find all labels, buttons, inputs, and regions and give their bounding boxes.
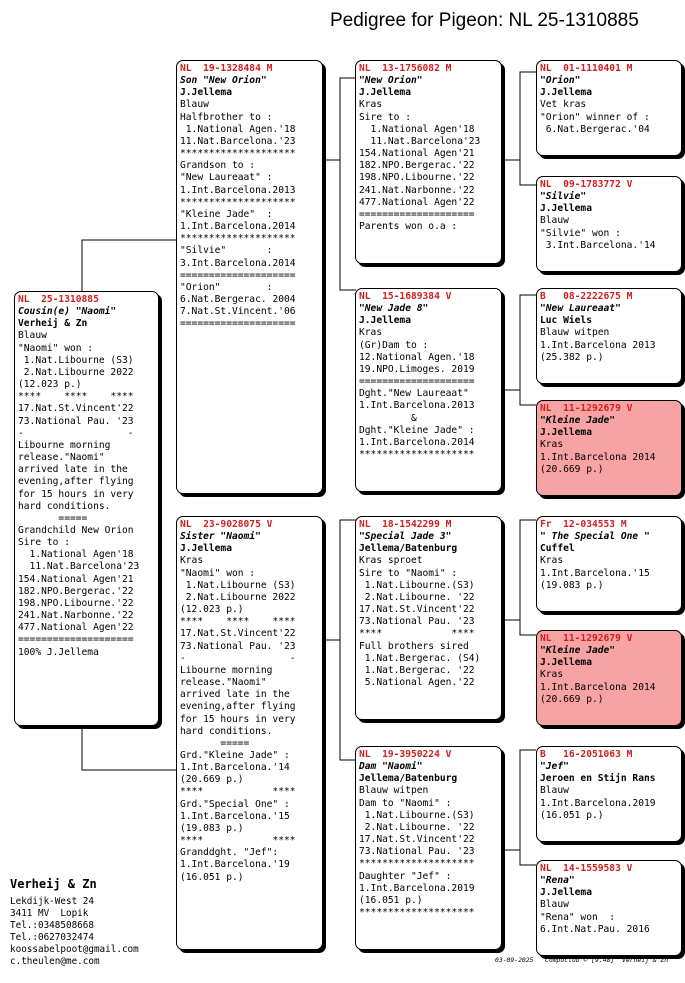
info-line: Sire to : bbox=[359, 111, 411, 123]
breeder-name: J.Jellema bbox=[359, 315, 411, 327]
ring-number: NL 23-9028075 V bbox=[180, 519, 273, 530]
breeder-name: Jellema/Batenburg bbox=[359, 773, 458, 785]
owner-block bbox=[10, 877, 139, 968]
info-line: Kras bbox=[540, 669, 564, 681]
info-line: "Kleine Jade" : bbox=[180, 208, 273, 220]
info-line: 1.Int.Barcelona.2013 bbox=[180, 184, 296, 196]
ring-number: NL 01-1110401 M bbox=[540, 63, 633, 74]
info-line: (16.051 p.) bbox=[180, 871, 244, 883]
info-line: **** **** **** bbox=[18, 391, 134, 403]
info-line: 1.National Agen.'18 bbox=[180, 123, 296, 135]
info-line: (19.083 p.) bbox=[180, 822, 244, 834]
owner-line: 3411 MV Lopik bbox=[10, 908, 89, 919]
info-line: Blauw bbox=[180, 99, 209, 111]
info-line: 1.Nat.Libourne.(S3) bbox=[359, 809, 475, 821]
info-line: Grd."Special One" : bbox=[180, 798, 290, 810]
info-line: 6.Int.Nat.Pau. 2016 bbox=[540, 923, 650, 935]
info-line: 19.NPO.Limoges. 2019 bbox=[359, 363, 475, 375]
info-line: 73.National Pau. '23 bbox=[359, 616, 475, 628]
info-line: 2.Nat.Libourne. '22 bbox=[359, 821, 475, 833]
info-line: 100% J.Jellema bbox=[18, 646, 99, 658]
info-line: (20.669 p.) bbox=[180, 774, 244, 786]
pedigree-card-subject[interactable] bbox=[14, 291, 159, 726]
ring-number: NL 15-1689384 V bbox=[359, 291, 452, 302]
info-line: "Silvie" : bbox=[180, 245, 273, 257]
info-line: **** **** bbox=[180, 835, 296, 847]
info-line: 2.Nat.Libourne 2022 bbox=[18, 366, 134, 378]
ring-number: NL 11-1292679 V bbox=[540, 403, 633, 414]
pedigree-card-dam[interactable] bbox=[176, 516, 323, 950]
info-line: ******************** bbox=[359, 858, 475, 870]
info-line: ==================== bbox=[359, 376, 475, 388]
pigeon-name: " The Special One " bbox=[540, 531, 650, 543]
info-line: Kras bbox=[359, 99, 383, 111]
info-line: 1.Int.Barcelona.2019 bbox=[540, 797, 656, 809]
info-line: ******************** bbox=[180, 148, 296, 160]
info-line: release."Naomi" bbox=[180, 677, 267, 689]
ring-number: NL 13-1756082 M bbox=[359, 63, 452, 74]
pigeon-name: "Special Jade 3" bbox=[359, 531, 452, 543]
owner-email[interactable]: c.theulen@me.com bbox=[10, 956, 100, 967]
info-line: (19.083 p.) bbox=[540, 579, 604, 591]
ring-number: B 08-2222675 M bbox=[540, 291, 633, 302]
info-line: Kras bbox=[540, 555, 564, 567]
info-line: 17.Nat.St.Vincent'22 bbox=[180, 628, 296, 640]
info-line: (20.669 p.) bbox=[540, 693, 604, 705]
info-line: - - bbox=[180, 652, 296, 664]
info-line: 11.Nat.Barcelona.'23 bbox=[180, 135, 296, 147]
info-line: Libourne morning bbox=[180, 664, 273, 676]
breeder-name: Luc Wiels bbox=[540, 315, 592, 327]
info-line: arrived late in the bbox=[18, 464, 128, 476]
info-line: (12.023 p.) bbox=[18, 379, 82, 391]
info-line: hard conditions. bbox=[18, 500, 111, 512]
info-line: **** **** bbox=[180, 786, 296, 798]
info-line: 1.Int.Barcelona.'14 bbox=[180, 762, 290, 774]
info-line: Kras sproet bbox=[359, 555, 423, 567]
info-line: Vet kras bbox=[540, 99, 587, 111]
info-line: "New Laureaat" : bbox=[180, 172, 273, 184]
info-line: 1.Nat.Libourne (S3) bbox=[18, 354, 134, 366]
breeder-name: Jeroen en Stijn Rans bbox=[540, 773, 656, 785]
info-line: ==================== bbox=[18, 634, 134, 646]
info-line: 1.Int.Barcelona.'15 bbox=[540, 567, 650, 579]
info-line: Sire to : bbox=[18, 537, 70, 549]
info-line: 241.Nat.Narbonne.'22 bbox=[359, 184, 475, 196]
info-line: (Gr)Dam to : bbox=[359, 339, 429, 351]
pedigree-card-sdd[interactable] bbox=[536, 400, 682, 496]
info-line: 73.National Pau. '23 bbox=[359, 846, 475, 858]
info-line: 1.Int.Barcelona.2013 bbox=[359, 400, 475, 412]
info-line: Dght."New Laureaat" bbox=[359, 388, 469, 400]
owner-email[interactable]: koossabelpoot@gmail.com bbox=[10, 944, 139, 955]
info-line: "Silvie" won : bbox=[540, 227, 621, 239]
info-line: 1.Int.Barcelona.2014 bbox=[359, 436, 475, 448]
info-line: 12.National Agen.'18 bbox=[359, 351, 475, 363]
pigeon-name: Dam "Naomi" bbox=[359, 761, 423, 773]
pigeon-name: "Kleine Jade" bbox=[540, 645, 616, 657]
footer-credit: 03-09-2025 Compuclub © [9.48] Verheij & Zn bbox=[495, 956, 669, 964]
info-line: Sire to "Naomi" : bbox=[359, 567, 458, 579]
breeder-name: J.Jellema bbox=[540, 87, 592, 99]
info-line: for 15 hours in very bbox=[180, 713, 296, 725]
pigeon-name: "Rena" bbox=[540, 875, 575, 887]
info-line: ******************** bbox=[180, 196, 296, 208]
info-line: 73.National Pau. '23 bbox=[180, 640, 296, 652]
info-line: & bbox=[359, 412, 417, 424]
breeder-name: J.Jellema bbox=[540, 427, 592, 439]
info-line: (25.382 p.) bbox=[540, 351, 604, 363]
breeder-name: J.Jellema bbox=[180, 543, 232, 555]
info-line: Kras bbox=[180, 555, 204, 567]
pedigree-card-sire-sire[interactable] bbox=[355, 60, 502, 264]
pedigree-card-sire-dam[interactable] bbox=[355, 288, 502, 492]
info-line: ===== bbox=[180, 737, 250, 749]
breeder-name: Cuffel bbox=[540, 543, 575, 555]
info-line: Dam to "Naomi" : bbox=[359, 797, 452, 809]
info-line: 2.Nat.Libourne. '22 bbox=[359, 591, 475, 603]
ring-number: B 16-2051063 M bbox=[540, 749, 633, 760]
info-line: "Orion" : bbox=[180, 281, 273, 293]
info-line: Kras bbox=[359, 327, 383, 339]
info-line: evening,after flying bbox=[18, 476, 134, 488]
owner-line: Tel.:0627032474 bbox=[10, 932, 94, 943]
info-line: Blauw witpen bbox=[540, 327, 610, 339]
pedigree-card-sss[interactable] bbox=[536, 60, 682, 156]
info-line: ==================== bbox=[180, 318, 296, 330]
info-line: 1.Nat.Libourne (S3) bbox=[180, 579, 296, 591]
breeder-name: J.Jellema bbox=[180, 87, 232, 99]
info-line: 477.National Agen'22 bbox=[359, 196, 475, 208]
info-line: "Naomi" won : bbox=[180, 567, 256, 579]
info-line: 17.Nat.St.Vincent'22 bbox=[359, 604, 475, 616]
breeder-name: Verheij & Zn bbox=[18, 318, 88, 330]
pigeon-name: "Orion" bbox=[540, 75, 581, 87]
info-line: 11.Nat.Barcelona'23 bbox=[359, 135, 481, 147]
info-line: Full brothers sired bbox=[359, 640, 469, 652]
info-line: Kras bbox=[540, 439, 564, 451]
info-line: ******************** bbox=[359, 449, 475, 461]
info-line: Dght."Kleine Jade" : bbox=[359, 424, 475, 436]
info-line: "Rena" won : bbox=[540, 911, 616, 923]
info-line: Halfbrother to : bbox=[180, 111, 273, 123]
info-line: "Naomi" won : bbox=[18, 342, 94, 354]
info-line: Grandson to : bbox=[180, 160, 256, 172]
info-line: (16.051 p.) bbox=[540, 809, 604, 821]
info-line: 1.Int.Barcelona.2014 bbox=[180, 221, 296, 233]
info-line: 198.NPO.Libourne.'22 bbox=[18, 597, 134, 609]
info-line: ==================== bbox=[359, 208, 475, 220]
pigeon-name: Cousin(e) "Naomi" bbox=[18, 306, 117, 318]
info-line: 17.Nat.St.Vincent'22 bbox=[359, 834, 475, 846]
info-line: **** **** bbox=[359, 628, 475, 640]
info-line: 477.National Agen'22 bbox=[18, 622, 134, 634]
pedigree-card-dss[interactable] bbox=[536, 516, 682, 612]
info-line: 1.National Agen'18 bbox=[359, 123, 475, 135]
info-line: ******************** bbox=[359, 907, 475, 919]
pedigree-card-ddd[interactable] bbox=[536, 860, 682, 956]
info-line: Granddght. "Jef": bbox=[180, 847, 279, 859]
pigeon-name: "New Laureaat" bbox=[540, 303, 621, 315]
info-line: Grd."Kleine Jade" : bbox=[180, 749, 290, 761]
info-line: 17.Nat.St.Vincent'22 bbox=[18, 403, 134, 415]
ring-number: NL 19-1328484 M bbox=[180, 63, 273, 74]
ring-number: NL 19-3950224 V bbox=[359, 749, 452, 760]
pigeon-name: "Silvie" bbox=[540, 191, 587, 203]
info-line: Daughter "Jef" : bbox=[359, 870, 452, 882]
breeder-name: Jellema/Batenburg bbox=[359, 543, 458, 555]
info-line: 182.NPO.Bergerac.'22 bbox=[359, 160, 475, 172]
info-line: 1.Int.Barcelona.'19 bbox=[180, 859, 290, 871]
ring-number: NL 09-1783772 V bbox=[540, 179, 633, 190]
info-line: 1.Nat.Libourne.(S3) bbox=[359, 579, 475, 591]
info-line: 6.Nat.Bergerac.'04 bbox=[540, 123, 650, 135]
pigeon-name: Son "New Orion" bbox=[180, 75, 267, 87]
info-line: 3.Int.Barcelona.2014 bbox=[180, 257, 296, 269]
info-line: - - bbox=[18, 427, 134, 439]
info-line: 1.Int.Barcelona 2013 bbox=[540, 339, 656, 351]
info-line: 73.National Pau. '23 bbox=[18, 415, 134, 427]
info-line: release."Naomi" bbox=[18, 452, 105, 464]
info-line: 5.National Agen.'22 bbox=[359, 677, 475, 689]
info-line: 6.Nat.Bergerac. 2004 bbox=[180, 293, 296, 305]
pigeon-name: Sister "Naomi" bbox=[180, 531, 261, 543]
info-line: **** **** **** bbox=[180, 616, 296, 628]
info-line: 1.Nat.Bergerac. '22 bbox=[359, 664, 475, 676]
info-line: 2.Nat.Libourne 2022 bbox=[180, 591, 296, 603]
ring-number: NL 25-1310885 bbox=[18, 294, 99, 305]
info-line: Blauw bbox=[540, 215, 569, 227]
info-line: 11.Nat.Barcelona'23 bbox=[18, 561, 140, 573]
info-line: 182.NPO.Bergerac.'22 bbox=[18, 585, 134, 597]
info-line: 198.NPO.Libourne.'22 bbox=[359, 172, 475, 184]
info-line: 1.Int.Barcelona 2014 bbox=[540, 451, 656, 463]
breeder-name: J.Jellema bbox=[540, 203, 592, 215]
pedigree-card-ssd[interactable] bbox=[536, 176, 682, 272]
info-line: 154.National Agen'21 bbox=[18, 573, 134, 585]
info-line: 1.National Agen'18 bbox=[18, 549, 134, 561]
info-line: hard conditions. bbox=[180, 725, 273, 737]
pedigree-card-dds[interactable] bbox=[536, 746, 682, 842]
info-line: ******************** bbox=[180, 233, 296, 245]
owner-line: Lekdijk-West 24 bbox=[10, 896, 94, 907]
info-line: 3.Int.Barcelona.'14 bbox=[540, 239, 656, 251]
info-line: (12.023 p.) bbox=[180, 604, 244, 616]
owner-name: Verheij & Zn bbox=[10, 877, 97, 891]
info-line: Libourne morning bbox=[18, 439, 111, 451]
info-line: 1.Nat.Bergerac. (S4) bbox=[359, 652, 481, 664]
info-line: arrived late in the bbox=[180, 689, 290, 701]
info-line: 7.Nat.St.Vincent.'06 bbox=[180, 306, 296, 318]
ring-number: NL 14-1559583 V bbox=[540, 863, 633, 874]
pedigree-card-dam-dam[interactable] bbox=[355, 746, 502, 950]
info-line: Blauw bbox=[18, 330, 47, 342]
info-line: Blauw bbox=[540, 899, 569, 911]
info-line: "Orion" winner of : bbox=[540, 111, 650, 123]
info-line: Parents won o.a : bbox=[359, 221, 458, 233]
info-line: evening,after flying bbox=[180, 701, 296, 713]
info-line: 1.Int.Barcelona 2014 bbox=[540, 681, 656, 693]
pigeon-name: "New Orion" bbox=[359, 75, 423, 87]
pedigree-card-dam-sire[interactable] bbox=[355, 516, 502, 720]
info-line: ===== bbox=[18, 512, 88, 524]
ring-number: Fr 12-034553 M bbox=[540, 519, 627, 530]
info-line: 1.Int.Barcelona.2019 bbox=[359, 882, 475, 894]
info-line: Blauw bbox=[540, 785, 569, 797]
breeder-name: J.Jellema bbox=[540, 657, 592, 669]
page-title: Pedigree for Pigeon: NL 25-1310885 bbox=[330, 10, 639, 31]
owner-line: Tel.:0348508668 bbox=[10, 920, 94, 931]
pedigree-card-sds[interactable] bbox=[536, 288, 682, 384]
ring-number: NL 11-1292679 V bbox=[540, 633, 633, 644]
info-line: ==================== bbox=[180, 269, 296, 281]
breeder-name: J.Jellema bbox=[359, 87, 411, 99]
pedigree-card-dsd[interactable] bbox=[536, 630, 682, 726]
info-line: (16.051 p.) bbox=[359, 894, 423, 906]
pedigree-card-sire[interactable] bbox=[176, 60, 323, 494]
pigeon-name: "Kleine Jade" bbox=[540, 415, 616, 427]
info-line: Grandchild New Orion bbox=[18, 524, 134, 536]
info-line: 154.National Agen'21 bbox=[359, 148, 475, 160]
info-line: for 15 hours in very bbox=[18, 488, 134, 500]
pigeon-name: "New Jade 8" bbox=[359, 303, 429, 315]
ring-number: NL 18-1542299 M bbox=[359, 519, 452, 530]
info-line: 1.Int.Barcelona.'15 bbox=[180, 810, 290, 822]
pigeon-name: "Jef" bbox=[540, 761, 569, 773]
breeder-name: J.Jellema bbox=[540, 887, 592, 899]
info-line: Blauw witpen bbox=[359, 785, 429, 797]
info-line: 241.Nat.Narbonne.'22 bbox=[18, 610, 134, 622]
info-line: (20.669 p.) bbox=[540, 463, 604, 475]
